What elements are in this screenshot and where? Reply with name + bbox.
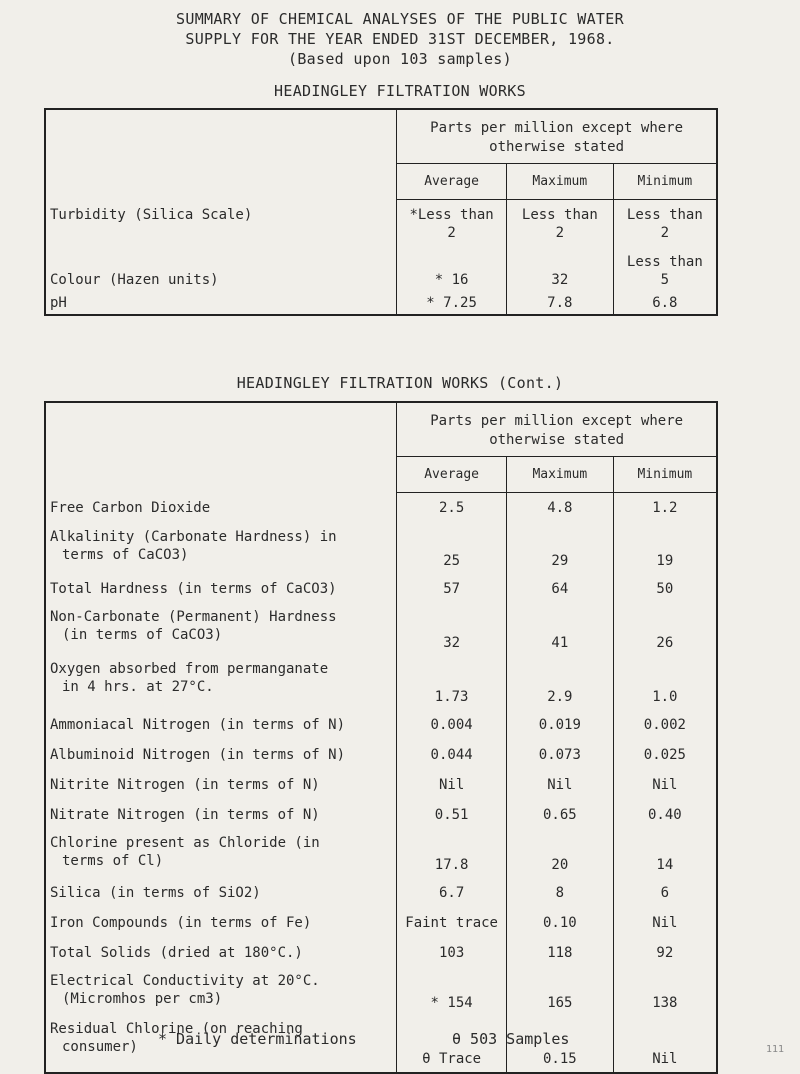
cell-maximum: 29 <box>506 524 613 574</box>
table-row <box>45 656 717 710</box>
cell-average: 1.73 <box>397 656 507 710</box>
cell-maximum: 2.9 <box>506 656 613 710</box>
row-label <box>45 524 397 574</box>
cell-minimum: 0.002 <box>613 710 717 740</box>
cell-average: 0.004 <box>397 710 507 740</box>
cell-minimum: 138 <box>613 968 717 1016</box>
table2-group-header-line2: otherwise stated <box>489 432 625 448</box>
row-label <box>45 604 397 656</box>
table-row <box>45 710 717 740</box>
row-label: Colour (Hazen units) <box>50 271 219 288</box>
row-label <box>45 710 397 740</box>
table2-col-average: Average <box>397 456 507 492</box>
row-label-line1: Nitrate Nitrogen (in terms of N) <box>50 807 320 823</box>
row-label <box>45 938 397 968</box>
row-label-line1: Residual Chlorine (on reaching <box>50 1021 303 1037</box>
cell-minimum: 6 <box>613 878 717 908</box>
cell-average: θ Trace <box>397 1016 507 1073</box>
table1-summary <box>44 108 718 316</box>
row-label-line1: Alkalinity (Carbonate Hardness) in <box>50 529 337 545</box>
row-label: pH <box>50 294 67 311</box>
table-row <box>45 1016 717 1073</box>
table-row <box>45 968 717 1016</box>
cell-maximum: 165 <box>506 968 613 1016</box>
table2-col-maximum: Maximum <box>506 456 613 492</box>
cell-minimum: 1.2 <box>613 492 717 524</box>
cell-average: 2.5 <box>397 492 507 524</box>
cell-minimum: 1.0 <box>613 656 717 710</box>
table1-blank-corner <box>45 109 397 164</box>
table1-group-header-line2: otherwise stated <box>489 139 625 155</box>
row-label-line1: Ammoniacal Nitrogen (in terms of N) <box>50 717 346 733</box>
row-label-line1: Nitrite Nitrogen (in terms of N) <box>50 777 320 793</box>
cell-average: * 154 <box>397 968 507 1016</box>
cell-average: 0.51 <box>397 800 507 830</box>
row-label-line2: terms of Cl) <box>62 853 164 869</box>
cell-average: 6.7 <box>397 878 507 908</box>
table1-col-maximum: Maximum <box>506 164 613 200</box>
row-label-line2: consumer) <box>62 1039 138 1055</box>
row-label-line2: terms of CaCO3) <box>62 547 189 563</box>
footnote-samples: θ 503 Samples <box>452 1030 570 1048</box>
table-row <box>45 524 717 574</box>
table-row <box>45 938 717 968</box>
report-title-line-2: SUPPLY FOR THE YEAR ENDED 31ST DECEMBER, 1968. <box>185 30 615 48</box>
row-label <box>45 830 397 878</box>
cell-maximum: 7.8 <box>506 291 613 315</box>
cell-minimum: 6.8 <box>613 291 717 315</box>
row-label-line1: Albuminoid Nitrogen (in terms of N) <box>50 747 346 763</box>
row-label-line1: Free Carbon Dioxide <box>50 500 211 516</box>
cell-maximum: 20 <box>506 830 613 878</box>
table2-blank-corner <box>45 402 397 456</box>
cell-maximum: Less than 2 <box>506 200 613 250</box>
cell-minimum: 92 <box>613 938 717 968</box>
table1-group-header <box>397 109 717 164</box>
cell-maximum: 0.65 <box>506 800 613 830</box>
table1-col-minimum: Minimum <box>613 164 717 200</box>
row-label: Turbidity (Silica Scale) <box>50 206 253 223</box>
row-label-line1: Total Solids (dried at 180°C.) <box>50 945 303 961</box>
cell-average: 32 <box>397 604 507 656</box>
row-label-line1: Non-Carbonate (Permanent) Hardness <box>50 609 337 625</box>
cell-minimum: 26 <box>613 604 717 656</box>
cell-average: 0.044 <box>397 740 507 770</box>
cell-average: 17.8 <box>397 830 507 878</box>
cell-average: Faint trace <box>397 908 507 938</box>
table-row <box>45 604 717 656</box>
cell-minimum: 50 <box>613 574 717 604</box>
row-label-line1: Total Hardness (in terms of CaCO3) <box>50 581 337 597</box>
report-title-line-1: SUMMARY OF CHEMICAL ANALYSES OF THE PUBLIC WATER <box>176 10 624 28</box>
table2-group-header <box>397 402 717 456</box>
cell-average: 25 <box>397 524 507 574</box>
cell-maximum: 0.15 <box>506 1016 613 1073</box>
row-label <box>45 656 397 710</box>
table-row <box>45 200 717 250</box>
table-row <box>45 770 717 800</box>
table2-heading: HEADINGLEY FILTRATION WORKS (Cont.) <box>236 374 564 392</box>
cell-maximum: Nil <box>506 770 613 800</box>
cell-minimum: Nil <box>613 1016 717 1073</box>
footnote-daily: * Daily determinations <box>158 1030 357 1048</box>
row-label-line1: Chlorine present as Chloride (in <box>50 835 320 851</box>
row-label-line2: (in terms of CaCO3) <box>62 627 223 643</box>
cell-maximum: 0.073 <box>506 740 613 770</box>
row-label <box>45 878 397 908</box>
cell-minimum: 0.40 <box>613 800 717 830</box>
row-label-line1: Iron Compounds (in terms of Fe) <box>50 915 312 931</box>
report-title-line-3: (Based upon 103 samples) <box>288 50 512 68</box>
row-label-line1: Oxygen absorbed from permanganate <box>50 661 329 677</box>
row-label-line2: (Micromhos per cm3) <box>62 991 223 1007</box>
cell-average: 57 <box>397 574 507 604</box>
cell-average: *Less than 2 <box>397 200 507 250</box>
cell-minimum: Less than 2 <box>613 200 717 250</box>
row-label <box>45 968 397 1016</box>
cell-average: 103 <box>397 938 507 968</box>
row-label-line1: Silica (in terms of SiO2) <box>50 885 261 901</box>
row-label <box>45 740 397 770</box>
row-label <box>45 574 397 604</box>
table-row <box>45 800 717 830</box>
table-row <box>45 291 717 315</box>
table2-summary <box>44 401 718 1074</box>
table2-col-minimum: Minimum <box>613 456 717 492</box>
table-row <box>45 878 717 908</box>
table-row <box>45 574 717 604</box>
cell-maximum: 32 <box>506 250 613 290</box>
cell-maximum: 41 <box>506 604 613 656</box>
cell-maximum: 118 <box>506 938 613 968</box>
cell-minimum: Nil <box>613 908 717 938</box>
row-label <box>45 770 397 800</box>
cell-maximum: 0.10 <box>506 908 613 938</box>
cell-average: * 7.25 <box>397 291 507 315</box>
table-row <box>45 740 717 770</box>
row-label-line1: Electrical Conductivity at 20°C. <box>50 973 320 989</box>
table2-group-header-line1: Parts per million except where <box>430 413 684 429</box>
cell-maximum: 4.8 <box>506 492 613 524</box>
row-label-line2: in 4 hrs. at 27°C. <box>62 679 214 695</box>
table1-col-average: Average <box>397 164 507 200</box>
cell-average: * 16 <box>397 250 507 290</box>
cell-minimum: Less than 5 <box>613 250 717 290</box>
cell-minimum: 0.025 <box>613 740 717 770</box>
table-row <box>45 908 717 938</box>
cell-minimum: Nil <box>613 770 717 800</box>
table1-heading: HEADINGLEY FILTRATION WORKS <box>274 82 526 100</box>
cell-minimum: 19 <box>613 524 717 574</box>
cell-minimum: 14 <box>613 830 717 878</box>
page-number: 111 <box>766 1044 785 1055</box>
table1-group-header-line1: Parts per million except where <box>430 120 684 136</box>
table-row <box>45 830 717 878</box>
cell-average: Nil <box>397 770 507 800</box>
cell-maximum: 0.019 <box>506 710 613 740</box>
row-label <box>45 800 397 830</box>
cell-maximum: 8 <box>506 878 613 908</box>
row-label <box>45 908 397 938</box>
table-row <box>45 250 717 290</box>
row-label <box>45 492 397 524</box>
cell-maximum: 64 <box>506 574 613 604</box>
table-row <box>45 492 717 524</box>
